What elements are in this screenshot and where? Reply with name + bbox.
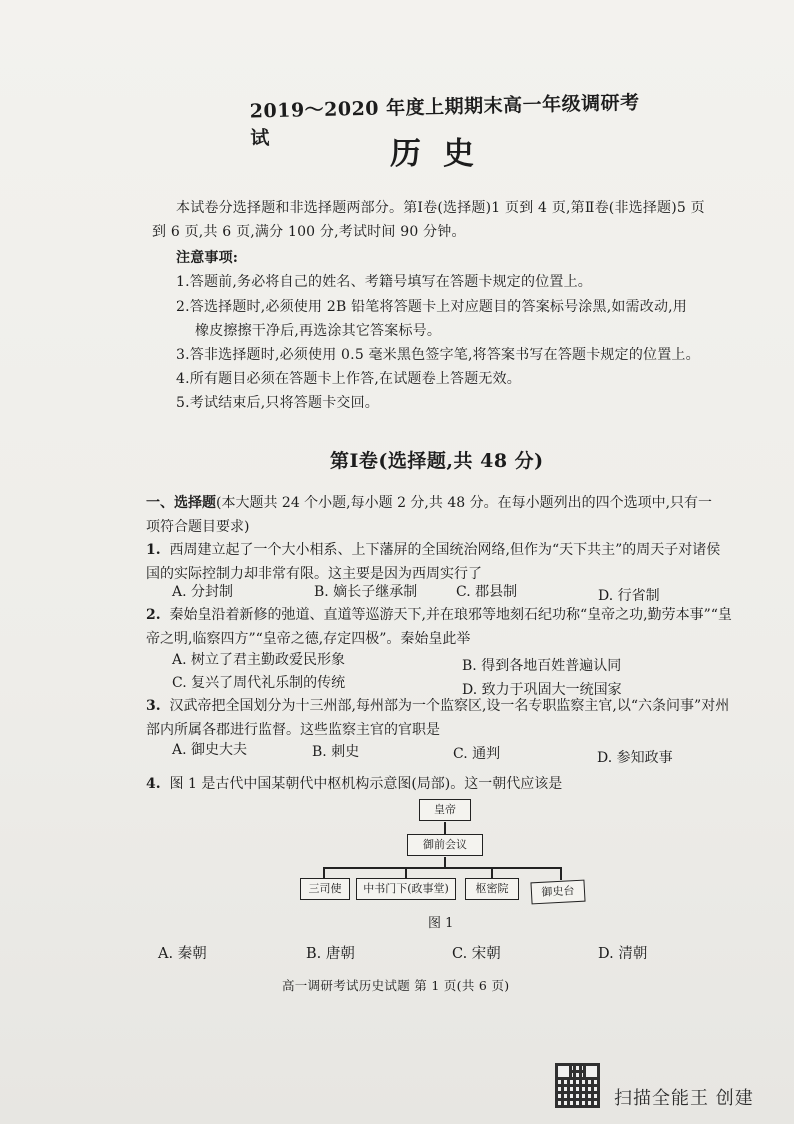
question-text: 图 1 是古代中国某朝代中枢机构示意图(局部)。这一朝代应该是: [169, 776, 563, 792]
qr-code-icon: [555, 1063, 600, 1108]
option-a: A. 树立了君主勤政爱民形象: [172, 652, 346, 668]
instruction-label: 一、选择题: [146, 495, 216, 511]
box-yushitai: 御史台: [530, 880, 585, 905]
question-number: 1.: [146, 542, 161, 558]
question-1: [146, 538, 726, 586]
question-number: 2.: [146, 607, 161, 623]
question-text: 秦始皇沿着新修的弛道、直道等巡游天下,并在琅邪等地刻石纪功称“皇帝之功,勤劳本事”“皇帝之明,临察四方”“皇帝之德,存定四极”。秦始皇此举: [146, 607, 732, 647]
box-emperor: 皇帝: [419, 799, 471, 821]
figure-caption: 图 1: [428, 916, 454, 931]
question-text: 汉武帝把全国划分为十三州部,每州部为一个监察区,设一名专职监察主官,以“六条问事”对州部内所属各郡进行监督。这些监察主官的官职是: [146, 698, 730, 738]
option-d: D. 清朝: [598, 946, 648, 962]
intro-paragraph: 本试卷分选择题和非选择题两部分。第Ⅰ卷(选择题)1 页到 4 页,第Ⅱ卷(非选择题)5 页到 6 页,共 6 页,满分 100 分,考试时间 90 分钟。: [152, 200, 705, 240]
option-d: D. 参知政事: [597, 750, 673, 766]
option-b: B. 得到各地百姓普遍认同: [462, 658, 622, 674]
notice-item: 1.答题前,务必将自己的姓名、考籍号填写在答题卡规定的位置上。: [176, 274, 593, 290]
connector-line: [323, 867, 325, 878]
box-imperial-council: 御前会议: [407, 834, 483, 856]
connector-line: [444, 822, 446, 834]
option-c: C. 郡县制: [456, 584, 518, 600]
option-c: C. 通判: [453, 746, 501, 762]
box-shumiyuan: 枢密院: [465, 878, 519, 900]
option-a: A. 秦朝: [158, 946, 207, 962]
question-text: 西周建立起了一个大小相系、上下藩屏的全国统治网络,但作为“天下共主”的周天子对诸侯国的实际控制力却非常有限。这主要是因为西周实行了: [146, 542, 721, 582]
option-d: D. 行省制: [598, 588, 660, 604]
option-b: B. 唐朝: [306, 946, 355, 962]
question-3: [146, 694, 736, 742]
option-a: A. 御史大夫: [172, 742, 248, 758]
figure-1-diagram: [295, 792, 595, 912]
instruction-text: (本大题共 24 个小题,每小题 2 分,共 48 分。在每小题列出的四个选项中,只有一项符合题目要求): [146, 495, 713, 535]
connector-line: [323, 867, 561, 869]
connector-line: [405, 867, 407, 878]
option-b: B. 嫡长子继承制: [314, 584, 418, 600]
notice-item: 橡皮擦擦干净后,再选涂其它答案标号。: [195, 323, 442, 339]
notice-item: 4.所有题目必须在答题卡上作答,在试题卷上答题无效。: [176, 371, 522, 387]
box-zhongshumenxia: 中书门下(政事堂): [356, 878, 456, 900]
option-b: B. 刺史: [312, 744, 360, 760]
section-instruction: [146, 491, 726, 539]
question-number: 3.: [146, 698, 161, 714]
connector-line: [491, 867, 493, 878]
notice-item: 5.考试结束后,只将答题卡交回。: [176, 395, 380, 411]
option-d: D. 致力于巩固大一统国家: [462, 682, 622, 698]
option-c: C. 宋朝: [452, 946, 501, 962]
page-footer: 高一调研考试历史试题 第 1 页(共 6 页): [282, 978, 510, 993]
question-2: [146, 603, 736, 651]
option-c: C. 复兴了周代礼乐制的传统: [172, 675, 346, 691]
notice-heading: 注意事项:: [176, 250, 239, 266]
option-a: A. 分封制: [172, 584, 234, 600]
scanner-watermark: 扫描全能王 创建: [614, 1088, 754, 1109]
box-sansishi: 三司使: [300, 878, 350, 900]
question-number: 4.: [146, 776, 161, 792]
notice-item: 3.答非选择题时,必须使用 0.5 毫米黑色签字笔,将答案书写在答题卡规定的位置上。: [176, 347, 700, 363]
section-title: 第Ⅰ卷(选择题,共 48 分): [330, 450, 544, 472]
exam-title: 2019～2020 年度上期期末高一年级调研考试: [249, 91, 640, 150]
connector-line: [444, 857, 446, 867]
notice-item: 2.答选择题时,必须使用 2B 铅笔将答题卡上对应题目的答案标号涂黑,如需改动,用: [176, 299, 688, 315]
subject-title: 历史: [390, 136, 496, 172]
connector-line: [560, 867, 562, 880]
